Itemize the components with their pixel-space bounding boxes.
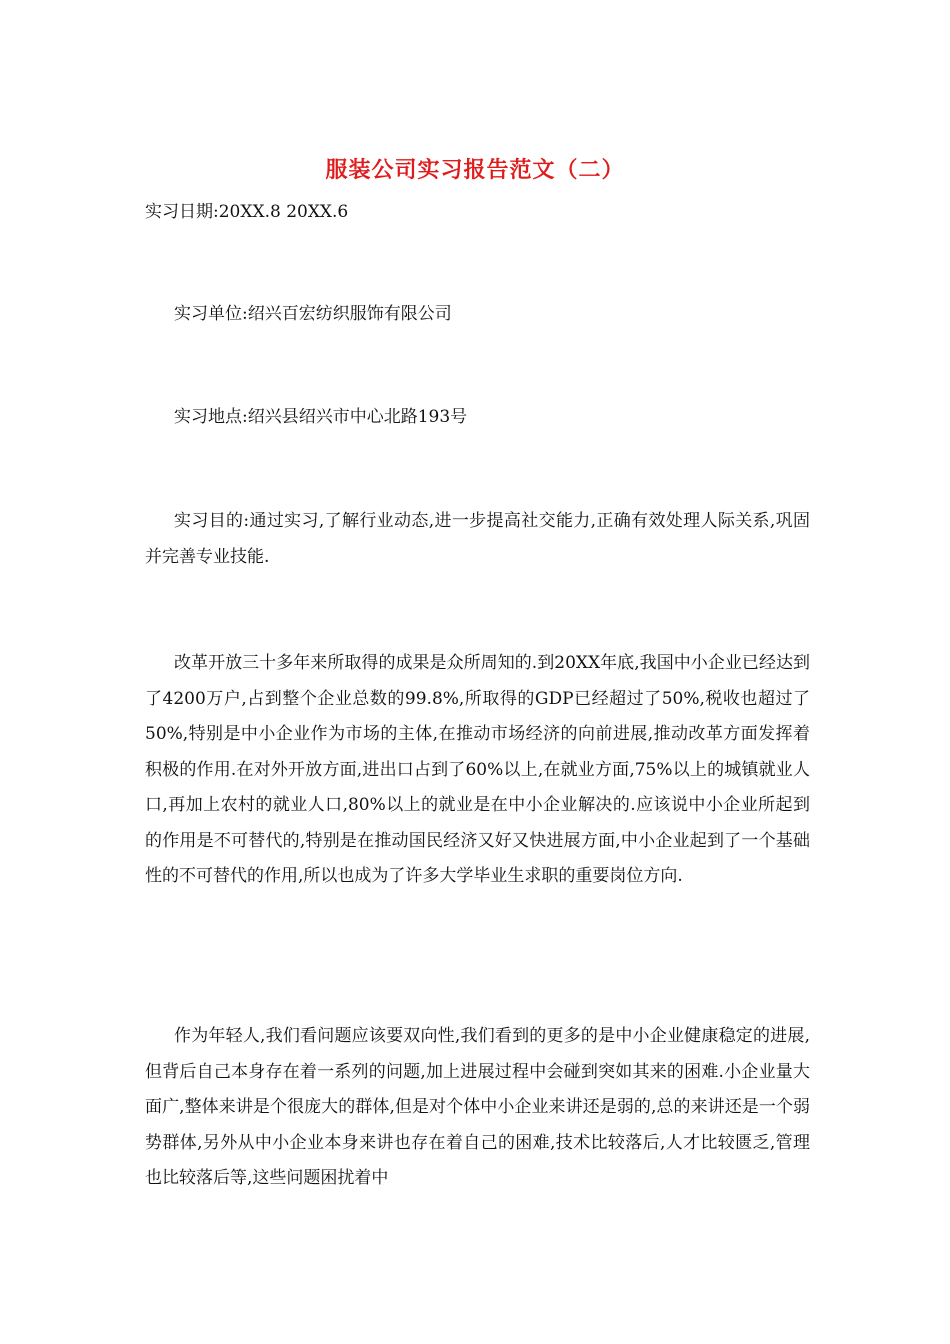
body-paragraph-1: 改革开放三十多年来所取得的成果是众所周知的.到20XX年底,我国中小企业已经达到了4200万户,占到整个企业总数的99.8%,所取得的GDP已经超过了50%,税收也超过了50%,特别是中小企业作为市场的主体,在推动市场经济的向前进展,推动改革方面发挥着积极的作用.在对外开放方面,进出口占到了60%以上,在就业方面,75%以上的城镇就业人口,再加上农村的就业人口,80%以上的就业是在中小企业解决的.应该说中小企业所起到的作用是不可替代的,特别是在推动国民经济又好又快进展方面,中小企业起到了一个基础性的不可替代的作用,所以也成为了许多大学毕业生求职的重要岗位方向. [145,653,810,886]
internship-unit-line: 实习单位:绍兴百宏纺织服饰有限公司 [174,304,452,324]
document-title: 服装公司实习报告范文（二） [325,157,625,183]
internship-location-line: 实习地点:绍兴县绍兴市中心北路193号 [174,407,468,427]
internship-date-line: 实习日期:20XX.8 20XX.6 [145,202,349,222]
body-paragraph-2: 作为年轻人,我们看问题应该要双向性,我们看到的更多的是中小企业健康稳定的进展,但背后自己本身存在着一系列的问题,加上进展过程中会碰到突如其来的困难.小企业量大面广,整体来讲是个很庞大的群体,但是对个体中小企业来讲还是弱的,总的来讲还是一个弱势群体,另外从中小企业本身来讲也存在着自己的困难,技术比较落后,人才比较匮乏,管理也比较落后等,这些问题困扰着中 [145,1026,810,1188]
internship-purpose-paragraph: 实习目的:通过实习,了解行业动态,进一步提高社交能力,正确有效处理人际关系,巩固并完善专业技能. [145,511,810,567]
